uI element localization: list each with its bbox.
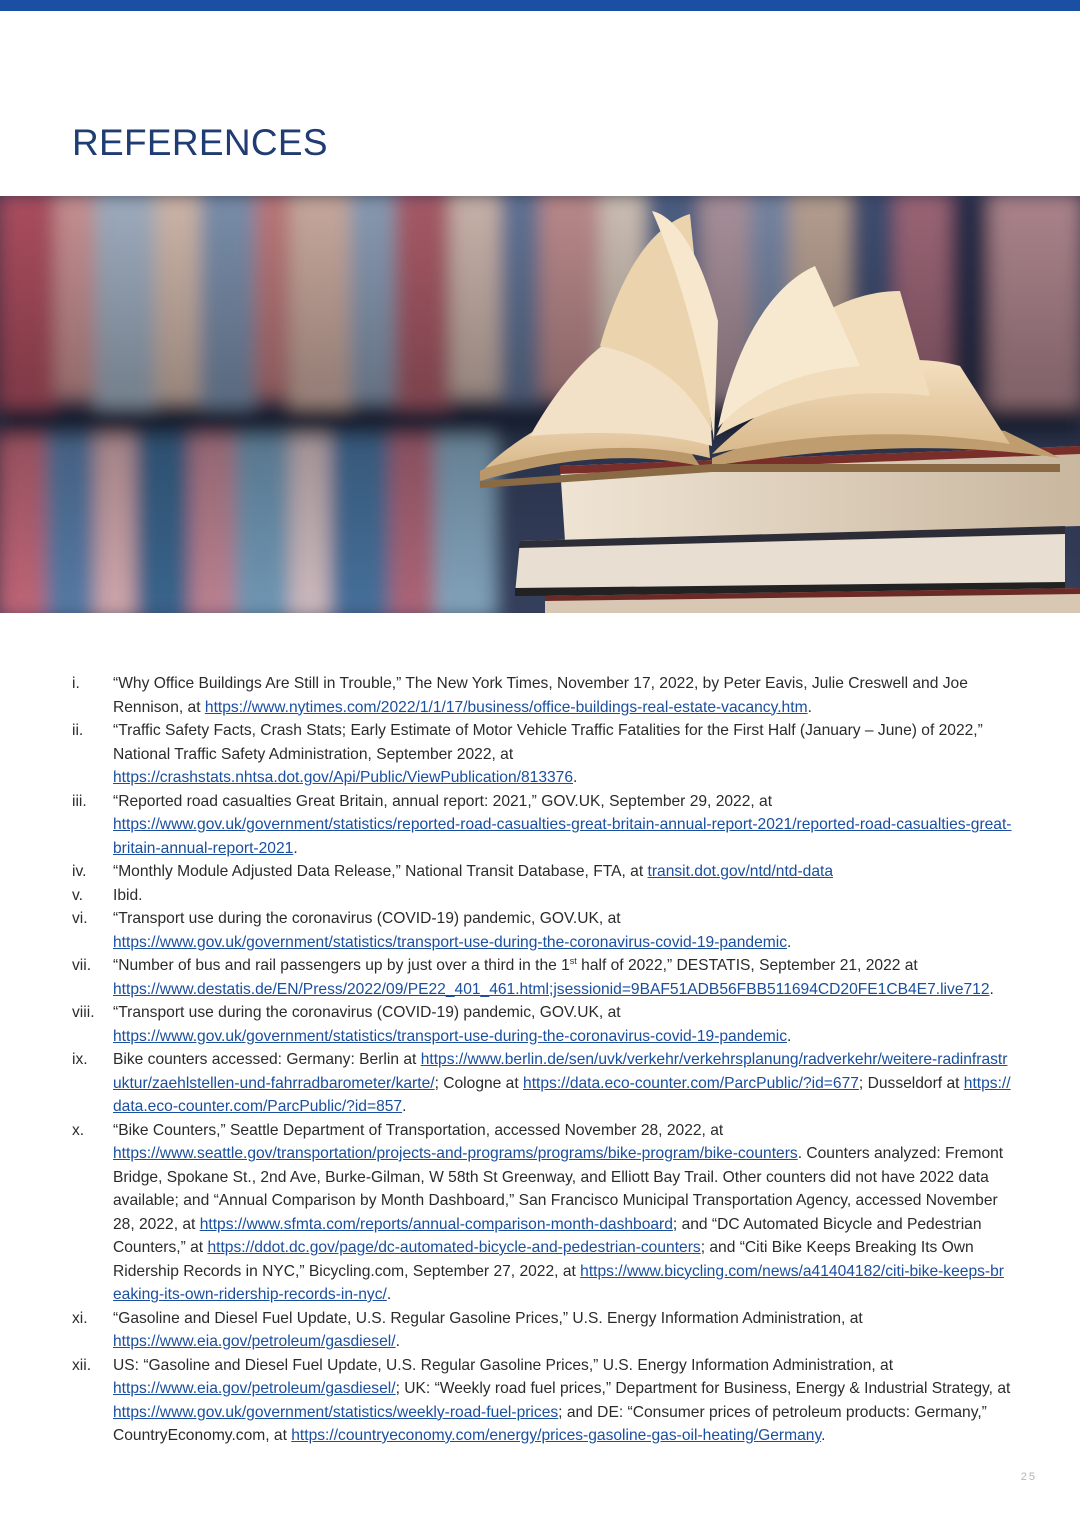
reference-link[interactable]: https://www.eia.gov/petroleum/gasdiesel/ <box>113 1380 396 1397</box>
reference-link[interactable]: https://ddot.dc.gov/page/dc-automated-bicycle-and-pedestrian-counters <box>207 1239 701 1256</box>
reference-number: x. <box>72 1121 85 1139</box>
reference-text <box>113 675 968 716</box>
references-list <box>72 672 1012 1448</box>
reference-segment: ; and “DC Automated Bicycle and Pedestrian Counters,” at <box>113 1215 982 1256</box>
reference-segment: “Bike Counters,” Seattle Department of Transportation, accessed November 28, 2022, at <box>113 1121 724 1139</box>
reference-item <box>72 790 1012 861</box>
reference-link[interactable]: transit.dot.gov/ntd/ntd-data <box>647 863 834 880</box>
page-number: 25 <box>1020 1471 1037 1483</box>
reference-link[interactable]: https://www.bicycling.com/news/a41404182/citi-bike-keeps-breaking-its-own-ridership-records-in-nyc/ <box>113 1262 1004 1303</box>
reference-number: v. <box>72 886 83 904</box>
reference-number: viii. <box>72 1004 95 1021</box>
reference-segment: “Transport use during the coronavirus (COVID-19) pandemic, GOV.UK, at <box>113 910 621 927</box>
reference-number: ix. <box>72 1051 88 1068</box>
reference-text <box>113 887 142 904</box>
hero-image <box>0 196 1080 613</box>
reference-item <box>72 1001 1012 1048</box>
reference-text <box>113 722 983 786</box>
reference-text <box>113 910 791 951</box>
reference-link[interactable]: https://data.eco-counter.com/ParcPublic/?id=857 <box>113 1074 1011 1115</box>
reference-number: vi. <box>72 910 88 927</box>
reference-segment: Ibid. <box>113 886 143 904</box>
reference-item <box>72 1307 1012 1354</box>
reference-segment: “Traffic Safety Facts, Crash Stats; Early Estimate of Motor Vehicle Traffic Fatalities for the First Half (January – June) of 2022,” National Traffic Safety Administration, September 2022, at <box>113 722 983 763</box>
reference-segment: “Monthly Module Adjusted Data Release,” National Transit Database, FTA, at <box>113 863 648 880</box>
top-accent-bar <box>0 0 1080 11</box>
reference-segment: . <box>293 839 298 857</box>
reference-item <box>72 907 1012 954</box>
reference-number: iii. <box>72 792 87 810</box>
reference-segment: “Gasoline and Diesel Fuel Update, U.S. Regular Gasoline Prices,” U.S. Energy Information Administration, at <box>113 1309 863 1327</box>
reference-item <box>72 1119 1012 1307</box>
reference-segment: . Counters analyzed: Fremont Bridge, Spokane St., 2nd Ave, Burke-Gilman, W 58th St Greenway, and Elliott Bay Trail. Other counters did not have 2022 data available; and “Annual Comparison by Month Dashboard,” San Francisco Municipal Transportation Agency, accessed November 28, 2022, at <box>113 1145 1004 1233</box>
reference-segment: . <box>402 1098 407 1115</box>
reference-number: vii. <box>72 957 92 974</box>
reference-link[interactable]: https://www.gov.uk/government/statistics/reported-road-casualties-great-britain-annual-report-2021/reported-road-casualties-great-britain-annual-report-2021 <box>113 816 1012 857</box>
reference-link[interactable]: https://www.sfmta.com/reports/annual-comparison-month-dashboard <box>199 1215 673 1233</box>
reference-item <box>72 719 1012 790</box>
reference-link[interactable]: https://countryeconomy.com/energy/prices-gasoline-gas-oil-heating/Germany <box>291 1427 822 1444</box>
reference-text <box>113 1051 1011 1115</box>
reference-text <box>113 793 1012 857</box>
reference-number: xii. <box>72 1356 92 1374</box>
superscript: st <box>569 955 577 966</box>
reference-segment: . <box>787 933 792 951</box>
reference-text <box>113 1122 1004 1304</box>
reference-link[interactable]: https://www.gov.uk/government/statistics/weekly-road-fuel-prices <box>113 1403 559 1421</box>
reference-segment: ; UK: “Weekly road fuel prices,” Department for Business, Energy & Industrial Strategy, at <box>395 1380 1011 1397</box>
reference-item <box>72 884 1012 908</box>
reference-segment: ; and “Citi Bike Keeps Breaking Its Own Ridership Records in NYC,” Bicycling.com, September 27, 2022, at <box>113 1239 974 1280</box>
reference-link[interactable]: https://data.eco-counter.com/ParcPublic/?id=677 <box>523 1074 859 1092</box>
open-book-illustration <box>0 196 1080 613</box>
reference-text <box>113 1357 1010 1445</box>
page-title: REFERENCES <box>72 122 328 163</box>
reference-item <box>72 1354 1012 1448</box>
reference-number: i. <box>72 675 80 692</box>
reference-number: ii. <box>72 722 84 739</box>
reference-text <box>113 1310 863 1351</box>
reference-segment: “Transport use during the coronavirus (COVID-19) pandemic, GOV.UK, at <box>113 1004 621 1021</box>
reference-segment: US: “Gasoline and Diesel Fuel Update, U.S. Regular Gasoline Prices,” U.S. Energy Information Administration, at <box>113 1356 894 1374</box>
reference-link[interactable]: https://www.berlin.de/sen/uvk/verkehr/verkehrsplanung/radverkehr/weitere-radinfrastruktur/zaehlstellen-und-fahrradbarometer/karte/ <box>113 1051 1008 1092</box>
reference-segment: ; Cologne at <box>434 1074 524 1092</box>
reference-segment: “Reported road casualties Great Britain, annual report: 2021,” GOV.UK, September 29, 2022, at <box>113 792 773 810</box>
reference-segment: . <box>989 980 994 998</box>
reference-link[interactable]: https://www.gov.uk/government/statistics/transport-use-during-the-coronavirus-covid-19-pandemic <box>113 933 787 951</box>
reference-item <box>72 672 1012 719</box>
reference-segment: half of 2022,” DESTATIS, September 21, 2022 at <box>576 957 918 974</box>
reference-segment: “Why Office Buildings Are Still in Trouble,” The New York Times, November 17, 2022, by Peter Eavis, Julie Creswell and Joe Rennison, at <box>113 675 968 716</box>
reference-text <box>113 957 994 998</box>
reference-segment: . <box>821 1427 826 1444</box>
reference-segment: . <box>807 698 812 716</box>
reference-segment: Bike counters accessed: Germany: Berlin at <box>113 1051 421 1068</box>
reference-number: xi. <box>72 1309 88 1327</box>
reference-segment: . <box>386 1286 392 1303</box>
reference-item <box>72 954 1012 1001</box>
reference-link[interactable]: https://www.seattle.gov/transportation/projects-and-programs/programs/bike-program/bike-counters <box>113 1145 798 1162</box>
reference-item <box>72 1048 1012 1119</box>
reference-item <box>72 860 1012 884</box>
reference-segment: “Number of bus and rail passengers up by just over a third in the 1 <box>113 957 570 974</box>
reference-link[interactable]: https://www.gov.uk/government/statistics/transport-use-during-the-coronavirus-covid-19-pandemic <box>113 1027 787 1045</box>
reference-segment: . <box>787 1027 792 1045</box>
reference-segment: ; Dusseldorf at <box>858 1074 964 1092</box>
reference-segment: ; and DE: “Consumer prices of petroleum products: Germany,” CountryEconomy.com, at <box>113 1403 987 1444</box>
reference-text <box>113 863 833 880</box>
reference-link[interactable]: https://www.nytimes.com/2022/1/1/17/business/office-buildings-real-estate-vacancy.htm <box>204 698 808 716</box>
reference-segment: . <box>395 1333 400 1350</box>
reference-segment: . <box>573 769 578 786</box>
reference-link[interactable]: https://crashstats.nhtsa.dot.gov/Api/Public/ViewPublication/813376 <box>113 769 574 786</box>
reference-link[interactable]: https://www.eia.gov/petroleum/gasdiesel/ <box>113 1333 396 1350</box>
reference-number: iv. <box>72 863 87 880</box>
reference-text <box>113 1004 791 1045</box>
reference-link[interactable]: https://www.destatis.de/EN/Press/2022/09/PE22_401_461.html;jsessionid=9BAF51ADB56FBB511694CD20FE1CB4E7.live712 <box>113 980 990 998</box>
